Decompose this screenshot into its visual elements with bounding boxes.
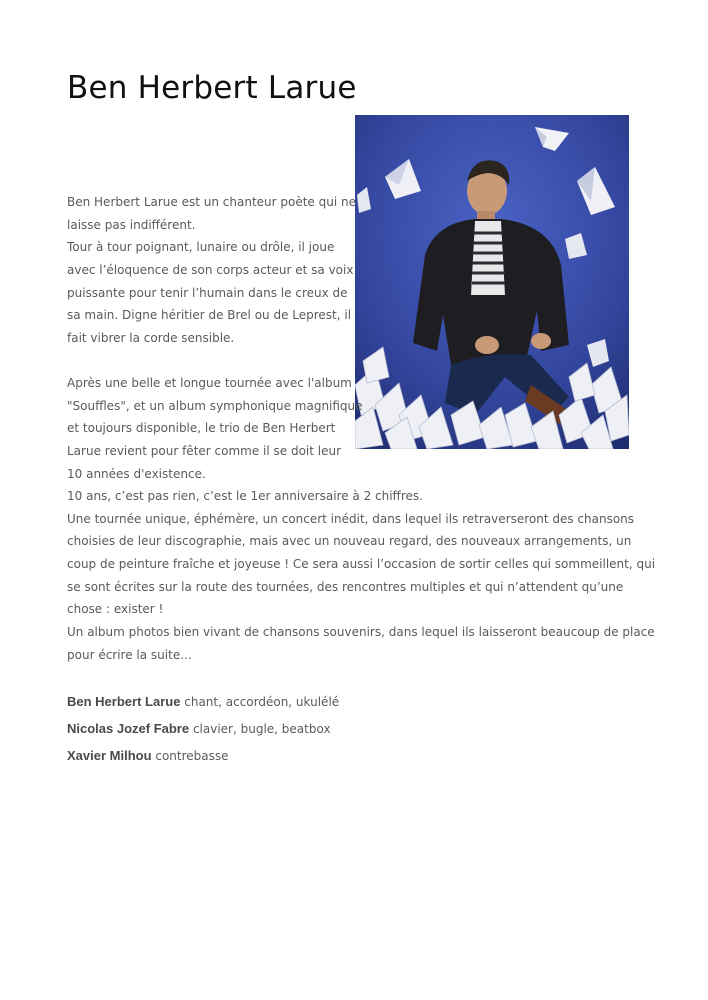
body-line: Après une belle et longue tournée avec l'album (67, 376, 352, 390)
body-line: et toujours disponible, le trio de Ben Herbert (67, 421, 336, 435)
body-line: "Souffles", et un album symphonique magnifique (67, 399, 363, 413)
body-line: Un album photos bien vivant de chansons souvenirs, dans lequel ils laisseront beaucoup de place (67, 625, 655, 639)
body-line: Larue revient pour fêter comme il se doit leur (67, 444, 342, 458)
body-line: chose : exister ! (67, 602, 164, 616)
credit-name: Nicolas Jozef Fabre (67, 721, 190, 736)
body-line: Tour à tour poignant, lunaire ou drôle, il joue (67, 240, 335, 254)
credit-name: Xavier Milhou (67, 748, 152, 763)
credit-line (67, 721, 331, 737)
credit-line (67, 694, 339, 710)
body-line: 10 ans, c’est pas rien, c’est le 1er anniversaire à 2 chiffres. (67, 489, 423, 503)
body-line: laisse pas indifférent. (67, 218, 196, 232)
credit-line (67, 748, 229, 764)
body-line: se sont écrites sur la route des tournées, des rencontres multiples et qui n’attendent qu’une (67, 580, 624, 594)
artist-photo (355, 115, 629, 449)
credit-role: clavier, bugle, beatbox (192, 722, 331, 736)
body-line: fait vibrer la corde sensible. (67, 331, 235, 345)
body-line: sa main. Digne héritier de Brel ou de Leprest, il (67, 308, 352, 322)
body-line: 10 années d'existence. (67, 467, 206, 481)
body-line: Ben Herbert Larue est un chanteur poète qui ne (67, 195, 356, 209)
body-line: pour écrire la suite... (67, 648, 192, 662)
page-title: Ben Herbert Larue (67, 70, 357, 106)
credit-name: Ben Herbert Larue (67, 694, 181, 709)
body-line: Une tournée unique, éphémère, un concert inédit, dans lequel ils retraverseront des chansons (67, 512, 635, 526)
body-line: choisies de leur discographie, mais avec un nouveau regard, des nouveaux arrangements, un (67, 534, 632, 548)
body-line: coup de peinture fraîche et joyeuse ! Ce sera aussi l’occasion de sortir celles qui sommeillent, qui (67, 557, 656, 571)
credit-role: chant, accordéon, ukulélé (184, 695, 340, 709)
body-line: avec l’éloquence de son corps acteur et sa voix (67, 263, 354, 277)
credit-role: contrebasse (155, 749, 229, 763)
artist-photo-illustration (355, 115, 629, 449)
body-line: puissante pour tenir l’humain dans le creux de (67, 286, 348, 300)
